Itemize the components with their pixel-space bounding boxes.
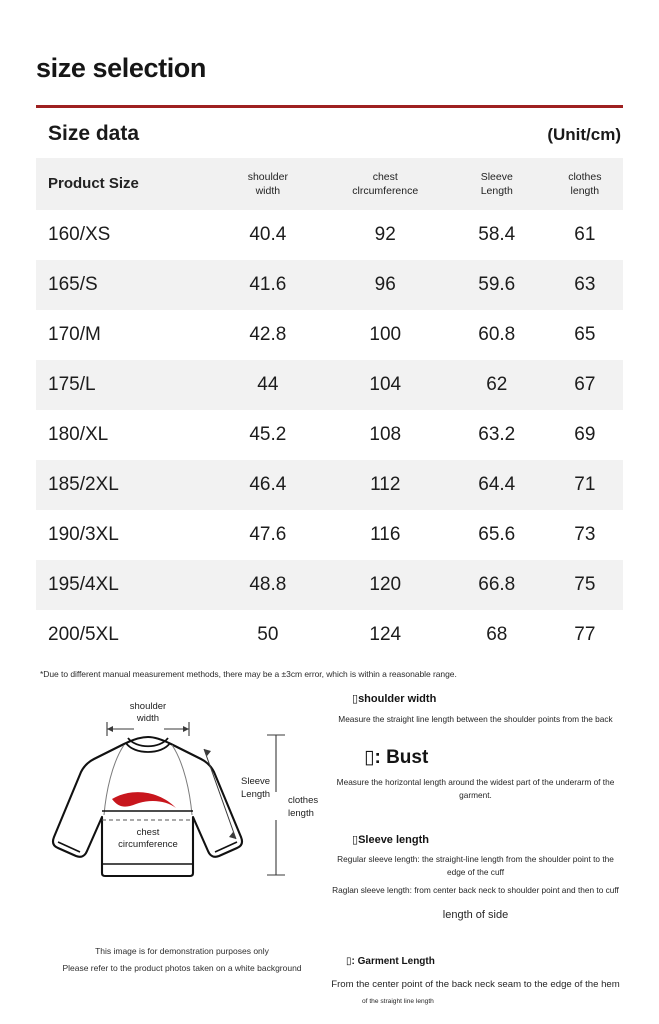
cell-sleeve-length: 58.4 bbox=[478, 224, 516, 246]
cell-shoulder-width: 41.6 bbox=[249, 274, 287, 296]
marker-glyph-icon: ▯ bbox=[346, 955, 352, 967]
instruction-sleeve-detail-3: length of side bbox=[442, 908, 509, 921]
cell-chest-circumference: 124 bbox=[369, 624, 402, 646]
table-row bbox=[36, 460, 623, 510]
cell-chest-circumference: 92 bbox=[374, 224, 396, 246]
marker-glyph-icon: ▯ bbox=[364, 746, 375, 769]
instruction-bust-heading-text: : Bust bbox=[374, 747, 429, 769]
table-row bbox=[36, 310, 623, 360]
diagram-label-sleeve-line1: Sleeve bbox=[241, 776, 271, 788]
column-header-chest-circumference bbox=[324, 158, 447, 210]
column-header-shoulder-width-line2: width bbox=[255, 184, 281, 197]
cell-shoulder-width: 42.8 bbox=[249, 324, 287, 346]
cell-sleeve-length: 66.8 bbox=[478, 574, 516, 596]
measurement-instructions bbox=[328, 687, 623, 1011]
cell-shoulder-width: 48.8 bbox=[249, 574, 287, 596]
table-row bbox=[36, 210, 623, 260]
cell-shoulder-width: 46.4 bbox=[249, 474, 287, 496]
size-data-heading: Size data bbox=[48, 121, 140, 145]
cell-sleeve-length: 68 bbox=[486, 624, 508, 646]
instruction-sleeve-length bbox=[328, 832, 623, 924]
unit-label: (Unit/cm) bbox=[547, 124, 621, 144]
instruction-sleeve-heading-text: Sleeve length bbox=[358, 833, 429, 846]
marker-glyph-icon: ▯ bbox=[352, 832, 359, 846]
instruction-spacer-1 bbox=[328, 729, 623, 743]
demo-caption bbox=[36, 919, 328, 978]
table-row bbox=[36, 410, 623, 460]
column-header-chest-circumference-line2: clrcumference bbox=[352, 184, 419, 197]
cell-size: 175/L bbox=[48, 374, 96, 396]
column-header-product-size bbox=[36, 158, 212, 210]
table-row bbox=[36, 560, 623, 610]
cell-clothes-length: 69 bbox=[574, 424, 596, 446]
cell-clothes-length: 65 bbox=[574, 324, 596, 346]
column-header-clothes-length-line2: length bbox=[570, 184, 600, 197]
cell-chest-circumference: 120 bbox=[369, 574, 402, 596]
cell-shoulder-width: 45.2 bbox=[249, 424, 287, 446]
cell-sleeve-length: 64.4 bbox=[478, 474, 516, 496]
garment-illustration-svg bbox=[36, 687, 328, 919]
demo-caption-line2: Please refer to the product photos taken on a white background bbox=[62, 963, 302, 974]
table-row bbox=[36, 260, 623, 310]
column-header-clothes-length bbox=[547, 158, 623, 210]
cell-size: 200/5XL bbox=[48, 624, 119, 646]
instruction-shoulder-heading-text: shoulder width bbox=[358, 693, 437, 706]
sweatshirt-outline bbox=[53, 737, 242, 876]
column-header-chest-circumference-line1: chest bbox=[372, 170, 398, 183]
cell-chest-circumference: 108 bbox=[369, 424, 402, 446]
column-header-sleeve-length-line2: Length bbox=[480, 184, 513, 197]
column-header-sleeve-length bbox=[447, 158, 547, 210]
instruction-shoulder-width bbox=[328, 691, 623, 725]
column-header-clothes-length-line1: clothes bbox=[568, 170, 602, 183]
cell-size: 170/M bbox=[48, 324, 101, 346]
instruction-bust-detail: Measure the horizontal length around the widest part of the underarm of the garment. bbox=[336, 776, 615, 800]
instruction-garment-heading bbox=[328, 954, 623, 969]
lower-section bbox=[36, 687, 623, 1011]
diagram-label-sleeve-line2: Length bbox=[241, 789, 271, 801]
diagram-label-chest-line1: chest bbox=[136, 827, 160, 839]
cell-size: 185/2XL bbox=[48, 474, 119, 496]
column-header-shoulder-width-line1: shoulder bbox=[247, 170, 288, 183]
garment-diagram bbox=[36, 687, 328, 919]
instruction-sleeve-heading bbox=[328, 832, 623, 849]
instruction-sleeve-detail-1: Regular sleeve length: the straight-line length from the shoulder point to the edge of the cuff bbox=[337, 854, 614, 877]
cell-chest-circumference: 100 bbox=[369, 324, 402, 346]
cell-clothes-length: 73 bbox=[574, 524, 596, 546]
diagram-label-shoulder-width-line1: shoulder bbox=[129, 701, 167, 713]
diagram-label-clothes-line1: clothes bbox=[288, 795, 319, 807]
demo-caption-line1: This image is for demonstration purposes only bbox=[95, 946, 269, 957]
table-row bbox=[36, 510, 623, 560]
cell-clothes-length: 61 bbox=[574, 224, 596, 246]
column-header-shoulder-width bbox=[212, 158, 324, 210]
table-row bbox=[36, 610, 623, 660]
size-data-header bbox=[36, 108, 623, 158]
instruction-garment-detail-2: of the straight line length bbox=[362, 997, 434, 1005]
cell-sleeve-length: 63.2 bbox=[478, 424, 516, 446]
measurement-footnote: *Due to different manual measurement methods, there may be a ±3cm error, which is within a reasonable range. bbox=[40, 669, 457, 680]
cell-size: 190/3XL bbox=[48, 524, 119, 546]
cell-chest-circumference: 104 bbox=[369, 374, 402, 396]
shoulder-width-dimension bbox=[107, 722, 189, 736]
size-table bbox=[36, 158, 623, 660]
cell-chest-circumference: 116 bbox=[370, 524, 401, 546]
table-header-row bbox=[36, 158, 623, 210]
instruction-garment-detail-1: From the center point of the back neck seam to the edge of the hem bbox=[331, 978, 620, 990]
marker-glyph-icon: ▯ bbox=[352, 692, 359, 706]
cell-sleeve-length: 65.6 bbox=[478, 524, 516, 546]
instruction-shoulder-heading bbox=[328, 691, 623, 708]
instruction-spacer-3 bbox=[328, 928, 623, 954]
cell-sleeve-length: 60.8 bbox=[478, 324, 516, 346]
cell-clothes-length: 63 bbox=[574, 274, 596, 296]
column-header-sleeve-length-line1: Sleeve bbox=[480, 170, 513, 183]
cell-clothes-length: 75 bbox=[574, 574, 596, 596]
instruction-shoulder-detail: Measure the straight line length between the shoulder points from the back bbox=[338, 713, 613, 724]
garment-diagram-column bbox=[36, 687, 328, 1011]
cell-sleeve-length: 62 bbox=[486, 374, 508, 396]
size-table-head bbox=[36, 158, 623, 210]
instruction-bust bbox=[328, 743, 623, 801]
cell-shoulder-width: 47.6 bbox=[249, 524, 287, 546]
cell-sleeve-length: 59.6 bbox=[478, 274, 516, 296]
cell-size: 160/XS bbox=[48, 224, 111, 246]
cell-size: 165/S bbox=[48, 274, 98, 296]
instruction-garment-length bbox=[328, 954, 623, 1007]
instruction-garment-heading-text: : Garment Length bbox=[351, 955, 435, 967]
table-row bbox=[36, 360, 623, 410]
diagram-label-chest-line2: circumference bbox=[118, 839, 178, 851]
cell-shoulder-width: 44 bbox=[257, 374, 279, 396]
diagram-label-shoulder-width-line2: width bbox=[136, 713, 160, 725]
cell-shoulder-width: 40.4 bbox=[249, 224, 287, 246]
instruction-bust-heading bbox=[328, 743, 623, 773]
page-title: size selection bbox=[36, 53, 206, 83]
cell-clothes-length: 71 bbox=[574, 474, 596, 496]
cell-chest-circumference: 112 bbox=[370, 474, 401, 496]
diagram-label-clothes-line2: length bbox=[288, 808, 314, 820]
size-table-body bbox=[36, 210, 623, 660]
column-header-product-size-line1: Product Size bbox=[48, 174, 139, 192]
instruction-spacer-2 bbox=[328, 806, 623, 832]
cell-clothes-length: 77 bbox=[574, 624, 596, 646]
cell-size: 180/XL bbox=[48, 424, 109, 446]
cell-size: 195/4XL bbox=[48, 574, 119, 596]
cell-clothes-length: 67 bbox=[574, 374, 596, 396]
instruction-sleeve-detail-2: Raglan sleeve length: from center back neck to shoulder point and then to cuff bbox=[332, 884, 619, 895]
cell-shoulder-width: 50 bbox=[257, 624, 279, 646]
clothes-length-dimension bbox=[267, 735, 285, 875]
cell-chest-circumference: 96 bbox=[374, 274, 396, 296]
